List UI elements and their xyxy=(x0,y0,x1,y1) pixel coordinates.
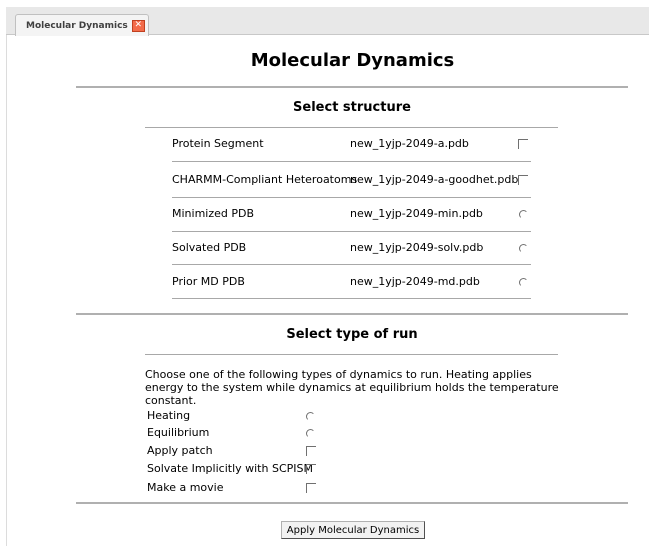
section-divider xyxy=(76,502,628,504)
structure-row-label: Prior MD PDB xyxy=(172,275,245,288)
heating-radio[interactable] xyxy=(306,412,315,421)
panel-border xyxy=(6,35,7,546)
prior-md-pdb-radio[interactable] xyxy=(519,278,528,287)
structure-row-label: Solvated PDB xyxy=(172,241,247,254)
row-divider xyxy=(172,264,531,265)
apply-patch-checkbox[interactable] xyxy=(306,446,316,456)
structure-row-label: Minimized PDB xyxy=(172,207,255,220)
tab-bar xyxy=(6,7,649,35)
run-description: Choose one of the following types of dynamics to run. Heating applies energy to the system while dynamics at equilibrium holds the temperature constant. xyxy=(145,368,559,407)
apply-patch-label: Apply patch xyxy=(147,444,213,457)
scpism-checkbox[interactable] xyxy=(306,464,316,474)
row-divider xyxy=(172,197,531,198)
page-title: Molecular Dynamics xyxy=(250,50,455,71)
structure-heading: Select structure xyxy=(293,100,411,115)
tab-label: Molecular Dynamics xyxy=(26,20,128,31)
make-movie-checkbox[interactable] xyxy=(306,483,316,493)
protein-segment-checkbox[interactable] xyxy=(518,139,528,149)
make-movie-label: Make a movie xyxy=(147,481,224,494)
tab-molecular-dynamics[interactable] xyxy=(15,14,149,36)
structure-header-line xyxy=(145,127,558,128)
equilibrium-label: Equilibrium xyxy=(147,426,210,439)
minimized-pdb-radio[interactable] xyxy=(519,210,528,219)
structure-row-label: CHARMM-Compliant Heteroatoms xyxy=(172,173,358,186)
structure-row-file: new_1yjp-2049-solv.pdb xyxy=(350,241,484,254)
section-divider xyxy=(76,313,628,315)
close-icon[interactable]: ✕ xyxy=(132,20,145,32)
row-divider xyxy=(172,231,531,232)
run-heading: Select type of run xyxy=(286,327,418,342)
section-divider xyxy=(76,86,628,88)
structure-row-file: new_1yjp-2049-a-goodhet.pdb xyxy=(350,173,519,186)
structure-row-label: Protein Segment xyxy=(172,137,264,150)
heteroatoms-checkbox[interactable] xyxy=(518,175,528,185)
row-divider xyxy=(172,298,531,299)
run-header-line xyxy=(145,354,558,355)
apply-molecular-dynamics-button[interactable]: Apply Molecular Dynamics xyxy=(281,521,425,539)
row-divider xyxy=(172,161,531,162)
structure-row-file: new_1yjp-2049-a.pdb xyxy=(350,137,469,150)
scpism-label: Solvate Implicitly with SCPISM xyxy=(147,462,313,475)
structure-row-file: new_1yjp-2049-md.pdb xyxy=(350,275,480,288)
equilibrium-radio[interactable] xyxy=(306,429,315,438)
structure-row-file: new_1yjp-2049-min.pdb xyxy=(350,207,483,220)
heating-label: Heating xyxy=(147,409,191,422)
solvated-pdb-radio[interactable] xyxy=(519,244,528,253)
